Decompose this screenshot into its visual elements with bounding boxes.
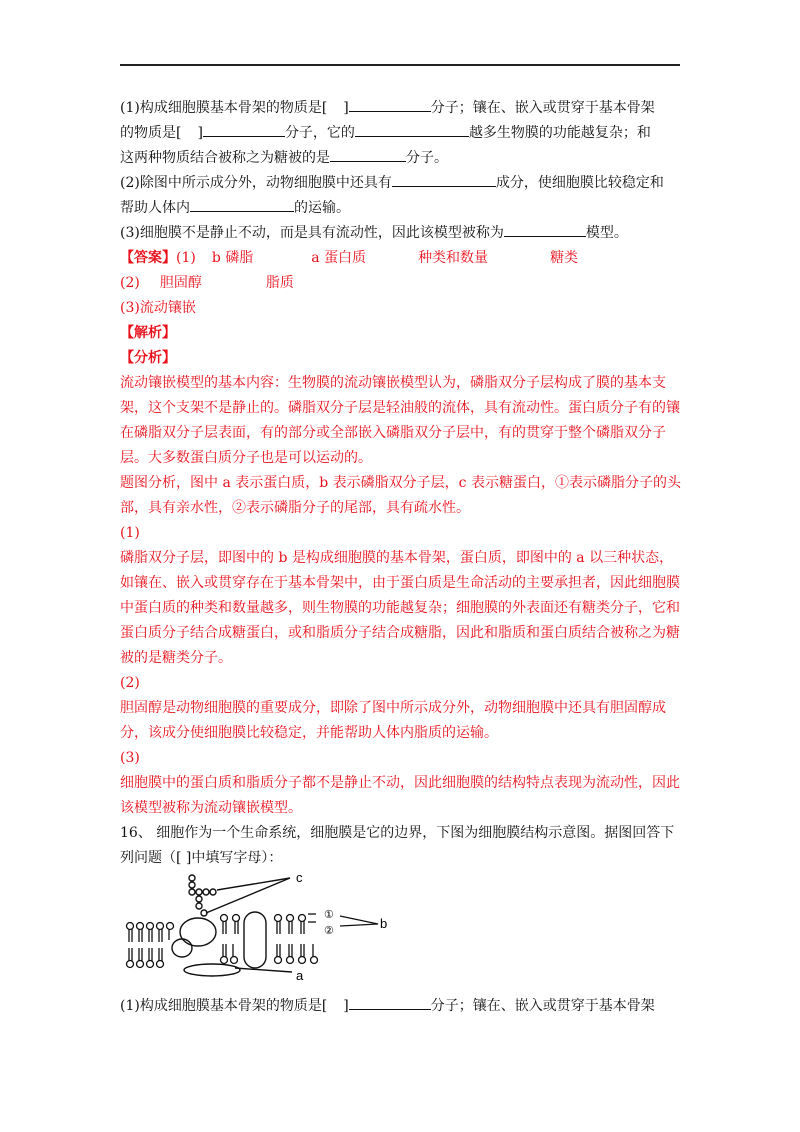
- label-a: a: [296, 968, 304, 983]
- answer-value: 脂质: [265, 275, 294, 291]
- analysis-section-label: (2): [120, 675, 140, 691]
- answer-row-1: [120, 246, 685, 271]
- label-b: b: [380, 916, 388, 931]
- text: 的运输。: [294, 200, 350, 216]
- analysis-heading: [120, 321, 685, 346]
- q2-line2: [120, 196, 685, 221]
- text: 越多生物膜的功能越复杂；和: [468, 125, 651, 141]
- text: 分子。: [406, 150, 448, 166]
- blank[interactable]: [355, 122, 469, 137]
- analysis-paragraph: 题图分析，图中 a 表示蛋白质，b 表示磷脂双分子层，c 表示糖蛋白，①表示磷脂分子的头部，具有亲水性，②表示磷脂分子的尾部，具有疏水性。: [120, 475, 681, 516]
- q1-line3: [120, 146, 685, 171]
- q1-line2: [120, 121, 685, 146]
- analysis-section-label: (1): [120, 525, 140, 541]
- text: 分子，它的: [284, 125, 355, 141]
- text: 成分，使细胞膜比较稳定和: [495, 175, 664, 191]
- analysis-section-label: (3): [120, 750, 140, 766]
- blank[interactable]: [504, 222, 586, 237]
- text: 帮助人体内: [120, 200, 190, 216]
- blank[interactable]: [330, 147, 406, 162]
- text: (1)构成细胞膜基本骨架的物质是[: [120, 998, 328, 1014]
- analysis-paragraph: 流动镶嵌模型的基本内容：生物膜的流动镶嵌模型认为，磷脂双分子层构成了膜的基本支架，这个支架不是静止的。磷脂双分子层是轻油般的流体，具有流动性。蛋白质分子有的镶在磷脂双分子层表面，有的部分或全部嵌入磷脂双分子层中，有的贯穿于整个磷脂双分子层。大多数蛋白质分子也是可以运动的。: [120, 375, 680, 466]
- text: ]: [197, 125, 203, 141]
- answer-value: b 磷脂: [211, 250, 254, 266]
- text: 这两种物质结合被称之为糖被的是: [120, 150, 330, 166]
- q16-stem: 16、 细胞作为一个生命系统，细胞膜是它的边界，下图为细胞膜结构示意图。据图回答下列问题（[ ]中填写字母）：: [120, 825, 675, 866]
- text: (3)细胞膜不是静止不动，而是具有流动性，因此该模型被称为: [120, 225, 504, 241]
- analysis-subheading: [120, 346, 685, 371]
- blank[interactable]: [203, 122, 285, 137]
- text: ]: [343, 100, 349, 116]
- q2-line1: [120, 171, 685, 196]
- document-body: [120, 96, 685, 871]
- answer-value: 种类和数量: [418, 250, 489, 266]
- text: (2)除图中所示成分外，动物细胞膜中还具有: [120, 175, 392, 191]
- answer-row-2: [120, 271, 685, 296]
- text: (2): [120, 275, 140, 291]
- text: 的物质是[: [120, 125, 182, 141]
- blank[interactable]: [349, 995, 431, 1010]
- phospholipid-layer: [127, 914, 379, 968]
- label-c: c: [296, 870, 303, 885]
- analysis-paragraph: 磷脂双分子层，即图中的 b 是构成细胞膜的基本骨架，蛋白质，即图中的 a 以三种状态，如镶在、嵌入或贯穿存在于基本骨架中，由于蛋白质是生命活动的主要承担者，因此细胞膜中蛋白质的种类和数量越多，则生物膜的功能越复杂；细胞膜的外表面还有糖类分子，它和蛋白质分子结合成糖蛋白，或和脂质分子结合成糖脂，因此和脂质和蛋白质结合被称之为糖被的是糖类分子。: [120, 550, 680, 666]
- analysis-paragraph: 细胞膜中的蛋白质和脂质分子都不是静止不动，因此细胞膜的结构特点表现为流动性，因此该模型被称为流动镶嵌模型。: [120, 775, 680, 816]
- answer-value: a 蛋白质: [311, 250, 367, 266]
- analysis-paragraph: 胆固醇是动物细胞膜的重要成分，即除了图中所示成分外，动物细胞膜中还具有胆固醇成分，该成分使细胞膜比较稳定，并能帮助人体内脂质的运输。: [120, 700, 666, 741]
- text: 【解析】: [120, 325, 176, 341]
- text: 模型。: [585, 225, 628, 241]
- text: (1): [176, 250, 196, 266]
- answer-label: 【答案】: [120, 250, 176, 266]
- label-1: ①: [324, 909, 334, 921]
- blank[interactable]: [349, 97, 431, 112]
- answer-value: 胆固醇: [159, 275, 202, 291]
- q1-line1: [120, 96, 685, 121]
- header-rule: [120, 64, 680, 66]
- answer-row-3: (3)流动镶嵌: [120, 300, 196, 316]
- cell-membrane-figure: [120, 868, 400, 988]
- text: 【分析】: [120, 350, 176, 366]
- blank[interactable]: [190, 197, 294, 212]
- answer-value: 糖类: [550, 250, 579, 266]
- label-2: ②: [324, 925, 334, 937]
- q16-repeat-line: [120, 994, 685, 1019]
- text: 分子；镶在、嵌入或贯穿于基本骨架: [430, 100, 655, 116]
- text: ]: [343, 998, 349, 1014]
- q3-line1: [120, 221, 685, 246]
- membrane-diagram: [120, 868, 400, 988]
- text: (1)构成细胞膜基本骨架的物质是[: [120, 100, 328, 116]
- text: 分子；镶在、嵌入或贯穿于基本骨架: [430, 998, 655, 1014]
- blank[interactable]: [392, 172, 496, 187]
